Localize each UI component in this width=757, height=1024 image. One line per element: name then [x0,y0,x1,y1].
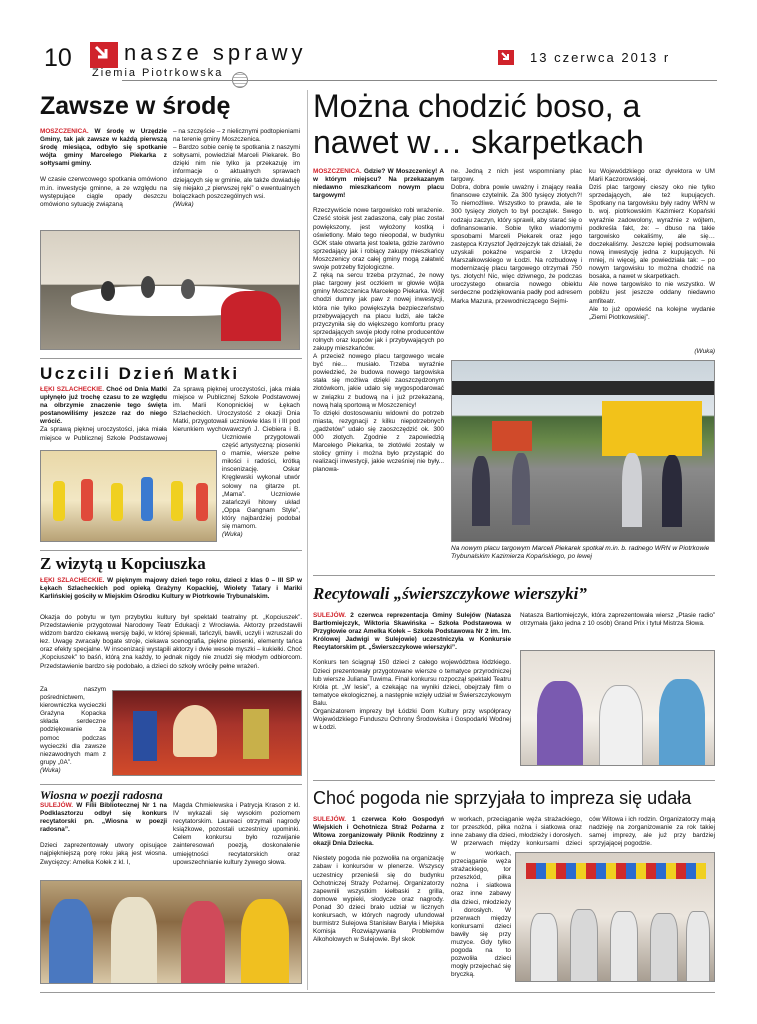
article-column [313,816,444,944]
article-body: w workach, przeciąganie węża strażackiego, tor przeszkód, piłka nożna i siatkowa oraz inne zabawy dla dzieci, młodzieży i dorosłych. W przerwach między konkursami dzieci bawiły się przy muzyce. Gdy tylko pogoda na to pozwoliła dzieci mogły przejechać się bryczką. [451,850,511,979]
photo-picnic [515,852,715,982]
article-title: Zawsze w środę [40,92,231,120]
place-name: SULEJÓW. [40,802,74,809]
article-body: W czasie czerwcowego spotkania omówiono m.in. inwestycje gminne, a ze względu na występujące ciągle opady deszczu omówiono sytuację związaną [40,176,167,208]
place-name: SULEJÓW. [313,612,347,619]
logo-small-icon [498,50,514,65]
column-divider [307,90,308,990]
photo-meeting [40,230,300,350]
masthead-title: nasze sprawy [124,40,307,65]
article-body: Rzeczywiście nowe targowisko robi wrażenie. Cześć stoisk jest zadaszona, cały plac został powiększony, jest wyłożony kostką i oświetlony. Mało tego nieopodal, w budynku GOK stale otwarta jest toaleta, gdzie zarówno sprzedający jak i robiący zakupy mieszkańcy Moszczenicy oraz całej gminy mogą załatwić swoje potrzeby fizjologiczne. Z ręką na sercu trzeba przyznać, że nowy plac targowy jest oczkiem w głowie wójta gminy Moszczenica Marcelego Piekarka. Wójt chodzi dumny jak paw z nowej inwestycji, która nie tylko powiększyła bezpieczeństwo przebywających na placu ludzi, ale także przyczyniła się do większego komfortu pracy sprzedających swoje płody rolne producentów rolnych oraz kupców jak i przybywających po zakupy mieszkańców. A przecież nowego placu targowego wcale być nie… musiało. Trzeba wyraźnie powiedzieć, że budowa nowego targowiska stała się możliwa dzięki zaoszczędzonym złotówkom, jakie udało się wygospodarować w związku z budową na i już przekazaną, nową halą sportową w Moszczenicy! To dzięki dostosowaniu widowni do potrzeb miasta, rezygnacji z kilku niepotrzebnych „gadżetów” udało się zaoszczędzić ok. 300 000 złotych. Zgodnie z zapowiedzią Marcelego Piekarka, te złotówki zostały w stolicy gminy i można było przystąpić do realizacji inwestycji, jakie wcześniej nie były... planowa- [313,207,444,474]
article-body: ców Witowa i ich rodzin. Organizatorzy mają nadzieję na zorganizowanie za rok takiej samej imprezy, ale już przy bardziej sprzyjającej pogodzie. [589,816,715,848]
article-column [173,802,300,867]
article-body: Za sprawą pięknej uroczystości, jaka miała miejsce w Publicznej Szkole Podstawowej im. Marii Konopnickiej w Łękach Szlacheckich. Uroczystość z okazji Dnia Matki, przygotowali uczniowie klas II i III pod kierunkiem wychowawczyń J. Ciebiera i B. [173,386,300,434]
photo-caption: Na nowym placu targowym Marceli Piekarek spotkał m.in. b. radnego WRN w Piotrkowie Trybunalskim Kazimierza Kopańskiego, po lewej [451,545,710,560]
photo-recitation-winners [520,650,715,766]
article-column [173,128,300,209]
author-sign: (Wuka) [694,348,715,355]
article-column [451,168,582,356]
article-column [40,386,167,443]
article-column [589,168,715,356]
article-lead: W środę w Urzędzie Gminy, tak jak zawsze w każdą pierwszą środę miesiąca, odbyło się spotkanie wójta gminy Marcelego Piekarka z sołtysami gminy. [40,128,167,168]
place-name: MOSZCZENICA. [313,168,362,175]
article-title: Uczcili Dzień Matki [40,364,240,383]
article-title: Choć pogoda nie sprzyjała to impreza się udała [313,788,692,808]
article-title: Można chodzić boso, a nawet w… skarpetkach [313,88,644,160]
article-column [520,612,715,628]
article-column [451,816,582,848]
article-body: – na szczęście – z nielicznymi podtopieniami na terenie gminy Moszczenica. – Bardzo sobie cenię te spotkania z naszymi sołtysami, powiedział Marceli Piekarek. Bo dzięki nim nie tylko ja przekazuję im informacje o aktualnych sprawach dziejących się w gminie, ale także dowiaduję się niejako „z pierwszej ręki” o ewentualnych bolączkach poszczególnych wsi. [173,128,300,200]
logo-icon [90,42,118,68]
article-lead: W pięknym majowy dzień tego roku, dzieci z klas 0 – III SP w Łękach Szlacheckich pod opieką Grażyny Kopackiej, Wiolety Tatary i Mariki Karlińskiej gościły w Miejskim Ośrodku Kultury w Piotrkowie Trybunalskim. [40,577,302,601]
article-body: Okazja do pobytu w tym przybytku kultury był spektakl teatralny pt. „Kopciuszek”. Przedstawienie przygotował Narodowy Teatr Edukacji z Wrocławia. Aktorzy przedstawili widzom bardzo ciekawą wersję bajki, w której śpiewali, tańczyli, bawili, uczyli i wzruszali do łez. Uwagę zwracały bogate stroje, ciekawa scenografia, piękne piosenki, elementy tańca oraz efekty specjalne. W inscenizacji wystąpili aktorzy i dwie wesołe myszki – kukiełki. Choć „Kopciuszek” to baśń, którą zna każdy, to jednak nigdy nie znudzi się młodym odbiorcom. Przedstawienie bardzo się podobało, a dzieci do szkoły wróciły pełne wrażeń. [40,614,302,670]
article-column [313,168,444,579]
photo-library-children [40,880,302,984]
article-body-block [40,614,302,686]
article-body: Za naszym pośrednictwem, kierowniczka wycieczki Grażyna Kopacka składa serdeczne podziękowanie za pomoc podczas wycieczki dla zawsze niezawodnych mam z grupy „0A”. [40,686,106,766]
author-sign: (Wuka) [222,531,243,539]
article-body: Konkurs ten ściągnął 150 dzieci z całego województwa łódzkiego. Dzieci prezentowały przygotowane wiersze o tematyce przyrodniczej lub wiersze Juliana Tuwima. Finał konkursu rozpoczął spektakl Teatru Króla pt. „W lesie”, a czekając na wyniki dzieci, obejrzały film o tematyce ekologicznej, a następnie wzięły udział w Świerszczykowym Balu. Organizatorem imprezy był Łódzki Dom Kultury przy współpracy Wojewódzkiego Funduszu Ochrony Środowiska i Gospodarki Wodnej w Łodzi. [313,659,511,732]
article-lead: 1 czerwca Koło Gospodyń Wiejskich i Ochotnicza Straż Pożarna z Witowa zorganizowały Piknik Rodzinny z okazji Dnia Dziecka. [313,816,444,848]
article-title: Wiosna w poezji radosna [40,788,163,802]
place-name: ŁĘKI SZLACHECKIE. [40,386,105,393]
article-column [40,686,106,775]
article-body: ku Wojewódzkiego oraz dyrektora w UM Marii Kaczorowskiej. Dziś plac targowy cieszy oko nie tylko sprzedających, ale też kupujących. Spotkany na targowisku były radny WRN w b. woj. piotrkowskim Kazimierz Kopański wyraźnie zadowolony, wyraźnie z wójtem, podkreśla fakt, że: – dbuso na takie targowisko cekaliśmy, ale się… doczekaliśmy. Jeszcze lepiej podsumowała nową inwestycję jedna z kupujących. Ni mniej, ni więcej, ale powiedziała tak: – po nowym targowisku to można chodzić na bosaka, a nawet w skarpetkach. Ale nowe targowisko to nie wszystko. W pobliżu jest jeszcze oddany niedawno amfiteatr. Ale to już opowieść na kolejne wydanie „Ziemi Piotrkowskiej”. [589,168,715,321]
place-name: SULEJÓW. [313,816,347,823]
photo-market [451,360,715,542]
photo-children-dance [40,450,217,542]
article-body: Niestety pogoda nie pozwoliła na organizację zabaw i konkursów w plenerze. Wszyscy uczestnicy przenieśli się do budynku Ochotniczej Straży Pożarnej. Organizatorzy zapewnili wszystkim kiełbaski z grilla, domowe wypieki, słodycze oraz nagrody. Ponad 30 dzieci brało udział w licznych konkursach, w których nagrody ufundował burmistrz Sulejowa Stanisław Baryła i Miejska Komisja Rozwiązywania Problemów Alkoholowych w Sulejowie. Był skok [313,855,444,944]
article-body: Magda Chmielewska i Patrycja Krason z kl. IV wykazali się wysokim poziomem recytatorskim. Laureaci otrzymali nagrody książkowe, pozostali uczestnicy upominki. Celem konkursu było rozwijanie zainteresowań poezją, doskonalenie umiejętności recytatorskich oraz upowszechnianie kultury żywego słowa. [173,802,300,866]
photo-theatre [112,690,302,776]
article-body: ne. Jedną z nich jest wspomniany plac targowy. Dobra, dobra powie uważny i znający realia finansowe czytelnik. Za 300 tysięcy złotych?! To niemożliwe. Wszystko to prawda, ale te 300 tysięcy złotych to był początek. Swego rodzaju zaczyn, który sprawił, aby starać się o dofinansowanie. Sobie tylko wiadomymi sposobami Marceli Piekarek oraz jego zastępca Krzysztof Jędrzejczyk tak działali, że uzyskali pokaźne wsparcie z Urzędu Marszałkowskiego w Łodzi. Na rozbudowę i modernizację placu targowego otrzymali 750 tys. złotych! Nic, więc dziwnego, że podczas uroczystego otwarcia nowego obiektu serdeczne podziękowania padły pod adresem Marka Mazura, przewodniczącego Sejmi- [451,168,582,305]
article-column [173,386,300,434]
article-body: Natasza Bartłomiejczyk, która zaprezentowała wiersz „Ptasie radio” otrzymała (jako jedna z 10 osób) Grand Prix i tytuł Mistrza Słowa. [520,612,715,628]
article-column [40,128,167,209]
article-column [589,816,715,848]
article-body: Dzieci zaprezentowały utwory opisujące najpiękniejszą porę roku jaką jest wiosna. Zwycięzcy: Amelka Kołek z kl. I, [40,842,167,866]
author-sign: (Wuka) [173,200,194,208]
article-title: Recytowali „świerszczykowe wierszyki” [313,584,587,603]
article-body: Uczniowie przygotowali część artystyczną: piosenki o mamie, wiersze pełne miłości i radości, krótką inscenizację. Oskar Kręglewski wykonał utwór solowy na gitarze pt. „Mama”. Uczniowie zatańczyli hitowy układ „Oppa Gangnam Style”, który najbardziej podobał się mamom. [222,434,300,531]
masthead-region: Ziemia Piotrkowska [92,67,224,79]
article-column [451,850,511,980]
article-column [222,434,300,539]
issue-date: 13 czerwca 2013 r [530,50,671,65]
header-rule [122,80,717,81]
article-body: w workach, przeciąganie węża strażackiego, tor przeszkód, piłka nożna i siatkowa oraz inne zabawy dla dzieci, młodzieży i dorosłych. W przerwach między konkursami dzieci [451,816,582,848]
footer-rule [40,992,715,993]
article-lead: Gdzie? W Moszczenicy! A w którym miejscu? Na przekazanym niedawno mieszkańcom nowym placu targowym! [313,168,444,200]
place-name: ŁĘKI SZLACHECKIE. [40,577,105,584]
place-name: MOSZCZENICA. [40,128,89,135]
article-column [313,612,511,732]
page-number: 10 [44,44,72,72]
article-lead-block [40,577,302,601]
author-sign: (Wuka) [40,766,61,774]
article-lead: W Filii Bibliotecznej Nr 1 na Podklasztorzu odbył się konkurs recytatorski pn. „Wiosna w poezji radosna”. [40,802,167,834]
article-lead: 2 czerwca reprezentacja Gminy Sulejów (Natasza Bartłomiejczyk, Wiktoria Skawińska – Szkoła Podstawowa w Przygłowie oraz Amelka Kołek – Szkoła Podstawowa Nr 2 im. Im. Królowej Jadwigi w Sulejowie) uczestniczyła w Konkursie Recytatorskim pt. „Świerszczykowe wierszyki”. [313,612,511,652]
article-lead: Choć od Dnia Matki upłynęło już trochę czasu to ze względu na olbrzymie znaczenie tego święta postanowiliśmy jeszcze raz do niego wrócić. [40,386,167,426]
article-title: Z wizytą u Kopciuszka [40,554,206,573]
article-column [40,802,167,867]
article-body: Za sprawą pięknej uroczystości, jaka miała miejsce w Publicznej Szkole Podstawowej [40,426,167,442]
